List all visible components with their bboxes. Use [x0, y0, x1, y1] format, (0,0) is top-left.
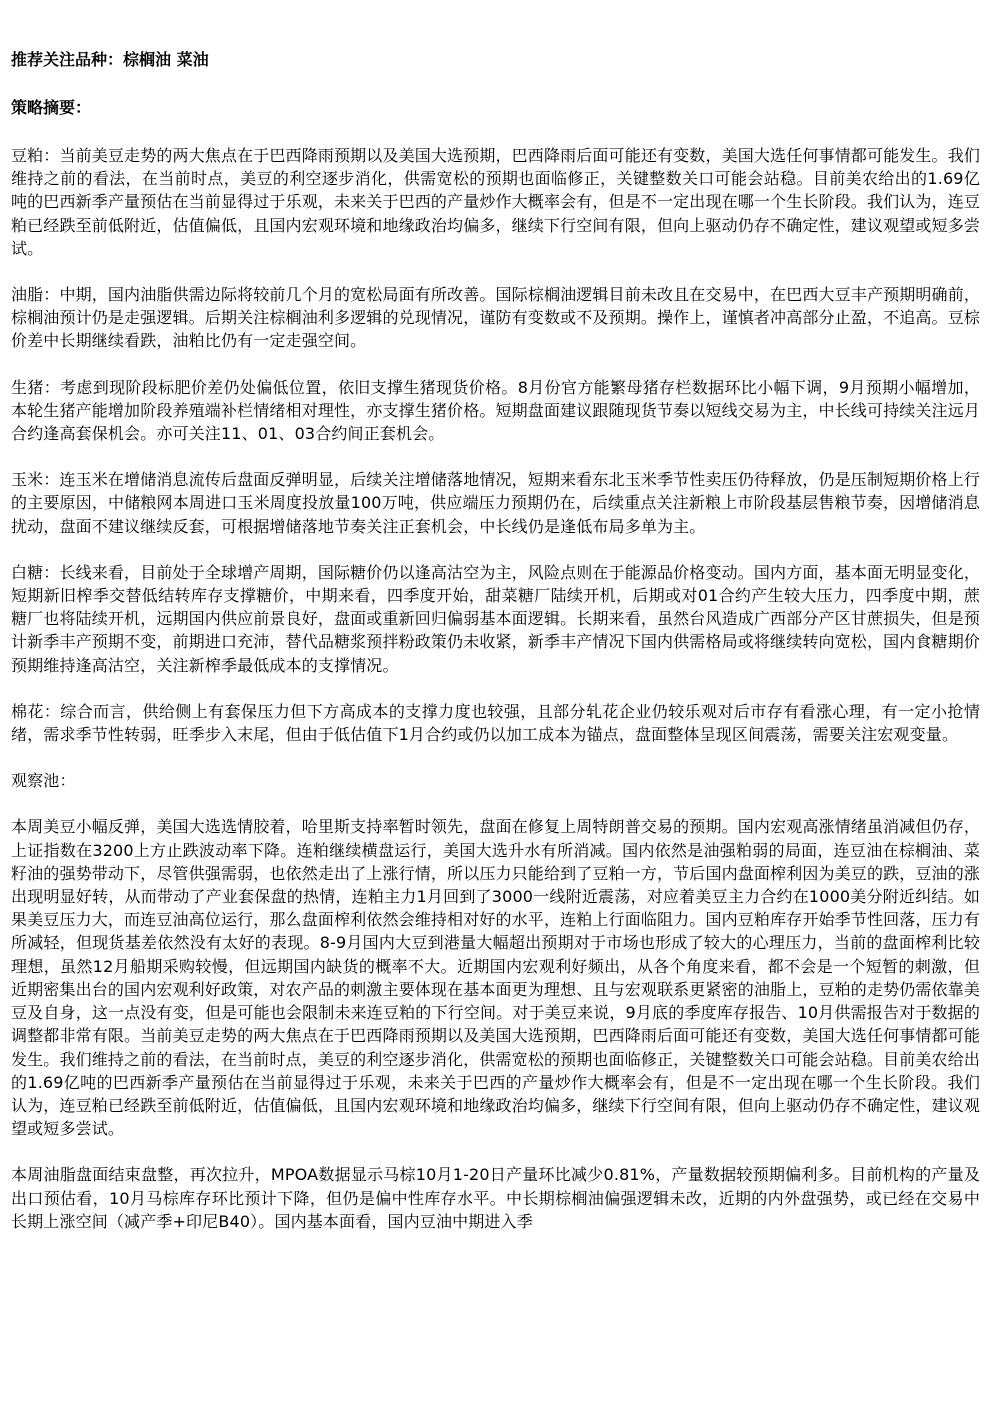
paragraph-oils: 油脂：中期，国内油脂供需边际将较前几个月的宽松局面有所改善。国际棕榈油逻辑目前未改且在交易中，在巴西大豆丰产预期明确前，棕榈油预计仍是走强逻辑。后期关注棕榈油利多逻辑的兑现情况，谨防有变数或不及预期。操作上，谨慎者冲高部分止盈，不追高。豆棕价差中长期继续看跌，油粕比仍有一定走强空间。	[11, 285, 981, 351]
paragraph-soybean-weekly: 本周美豆小幅反弹，美国大选选情胶着，哈里斯支持率暂时领先，盘面在修复上周特朗普交易的预期。国内宏观高涨情绪虽消减但仍存，上证指数在3200上方止跌波动率下降。连粕继续横盘运行，美国大选升水有所消减。国内依然是油强粕弱的局面，连豆油在棕榈油、菜籽油的强势带动下，尽管供强需弱，也依然走出了上涨行情，所以压力只能给到了豆粕一方，节后国内盘面榨利因为美豆的跌，豆油的涨出现明显好转，从而带动了产业套保盘的热情，连粕主力1月回到了3000一线附近震荡，对应着美豆主力合约在1000美分附近纠结。如果美豆压力大，而连豆油高位运行，那么盘面榨利依然会维持相对好的水平，连粕上行面临阻力。国内豆粕库存开始季节性回落，压力有所减轻，但现货基差依然没有太好的表现。8-9月国内大豆到港量大幅超出预期对于市场也形成了较大的心理压力，当前的盘面榨利比较理想，虽然12月船期采购较慢，但远期国内缺货的概率不大。近期国内宏观利好频出，从各个角度来看，都不会是一个短暂的刺激，但近期密集出台的国内宏观利好政策，对农产品的刺激主要体现在基本面更为理想、且与宏观联系更紧密的油脂上，豆粕的走势仍需依靠美豆及自身，这一点没有变，但是可能也会限制未来连豆粕的下行空间。对于美豆来说，9月底的季度库存报告、10月供需报告对于数据的调整都非常有限。当前美豆走势的两大焦点在于巴西降雨预期以及美国大选预期，巴西降雨后面可能还有变数，美国大选任何事情都可能发生。我们维持之前的看法，在当前时点，美豆的利空逐步消化，供需宽松的预期也面临修正，关键整数关口可能会站稳。目前美农给出的1.69亿吨的巴西新季产量预估在当前显得过于乐观，未来关于巴西的产量炒作大概率会有，但是不一定出现在哪一个生长阶段。我们认为，连豆粕已经跌至前低附近，估值偏低，且国内宏观环境和地缘政治均偏多，继续下行空间有限，但向上驱动仍存不确定性，建议观望或短多尝试。	[11, 817, 981, 1139]
paragraph-sugar: 白糖：长线来看，目前处于全球增产周期，国际糖价仍以逢高沽空为主，风险点则在于能源品价格变动。国内方面，基本面无明显变化，短期新旧榨季交替低结转库存支撑糖价，中期来看，四季度开始，甜菜糖厂陆续开机，后期或对01合约产生较大压力，四季度中期，蔗糖厂也将陆续开机，远期国内供应前景良好，盘面或重新回归偏弱基本面逻辑。长期来看，虽然台风造成广西部分产区甘蔗损失，但是预计新季丰产预期不变，前期进口充沛，替代品糖浆预拌粉政策仍未收紧，新季丰产情况下国内供需格局或将继续转向宽松，国内食糖期价预期维持逢高沽空，关注新榨季最低成本的支撑情况。	[11, 562, 981, 675]
paragraph-corn: 玉米：连玉米在增储消息流传后盘面反弹明显，后续关注增储落地情况，短期来看东北玉米季节性卖压仍待释放，仍是压制短期价格上行的主要原因，中储粮网本周进口玉米周度投放量100万吨，供应端压力预期仍在，后续重点关注新粮上市阶段基层售粮节奏，因增储消息扰动，盘面不建议继续反套，可根据增储落地节奏关注正套机会，中长线仍是逢低布局多单为主。	[11, 470, 981, 536]
paragraph-oils-weekly: 本周油脂盘面结束盘整，再次拉升，MPOA数据显示马棕10月1-20日产量环比减少0.81%，产量数据较预期偏利多。目前机构的产量及出口预估看，10月马棕库存环比预计下降，但仍是偏中性库存水平。中长期棕榈油偏强逻辑未改，近期的内外盘强势，或已经在交易中长期上涨空间（减产季+印尼B40）。国内基本面看，国内豆油中期进入季	[11, 1165, 980, 1231]
observation-pool-label: 观察池：	[11, 771, 76, 791]
paragraph-soymeal: 豆粕：当前美豆走势的两大焦点在于巴西降雨预期以及美国大选预期，巴西降雨后面可能还有变数，美国大选任何事情都可能发生。我们维持之前的看法，在当前时点，美豆的利空逐步消化，供需宽松的预期也面临修正，关键整数关口可能会站稳。目前美农给出的1.69亿吨的巴西新季产量预估在当前显得过于乐观，未来关于巴西的产量炒作大概率会有，但是不一定出现在哪一个生长阶段。我们认为，连豆粕已经跌至前低附近，估值偏低，且国内宏观环境和地缘政治均偏多，继续下行空间有限，但向上驱动仍存不确定性，建议观望或短多尝试。	[11, 146, 981, 258]
paragraph-hogs: 生猪：考虑到现阶段标肥价差仍处偏低位置，依旧支撑生猪现货价格。8月份官方能繁母猪存栏数据环比小幅下调，9月预期小幅增加，本轮生猪产能增加阶段养殖端补栏情绪相对理性，亦支撑生猪价格。短期盘面建议跟随现货节奏以短线交易为主，中长线可持续关注远月合约逢高套保机会。亦可关注11、01、03合约间正套机会。	[11, 377, 981, 444]
summary-heading: 策略摘要：	[11, 98, 92, 117]
recommend-heading: 推荐关注品种：棕榈油 菜油	[11, 50, 209, 69]
paragraph-cotton: 棉花：综合而言，供给侧上有套保压力但下方高成本的支撑力度也较强，且部分轧花企业仍较乐观对后市存有看涨心理，有一定小抢情绪，需求季节性转弱，旺季步入末尾，但由于低估值下1月合约或仍以加工成本为锚点，盘面整体呈现区间震荡，需要关注宏观变量。	[11, 701, 980, 745]
